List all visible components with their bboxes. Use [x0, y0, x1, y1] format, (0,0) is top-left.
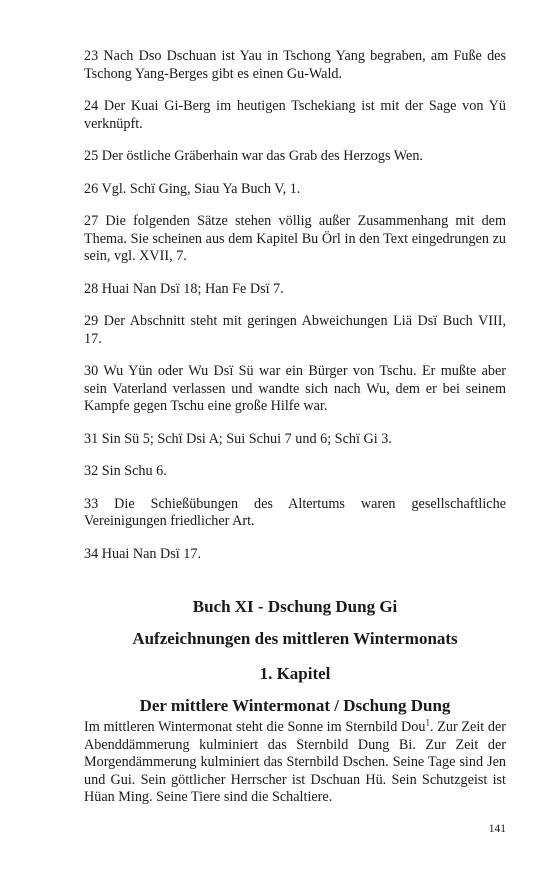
endnote-31: 31 Sin Sü 5; Schï Dsi A; Sui Schui 7 und 6; Schï Gi 3. — [84, 430, 392, 447]
endnote-28: 28 Huai Nan Dsï 18; Han Fe Dsï 7. — [84, 280, 284, 297]
page-number: 141 — [488, 823, 506, 835]
body-text-rest: . Zur Zeit der Abenddämmerung kulminiert das Sternbild Dung Bi. Zur Zeit der Morgendämmerung kulminiert das Sternbild Dschen. Seine Tage sind Jen und Gui. Sein göttlicher Herrscher ist Dschuan Hü. Sein Schutzgeist ist Hüan Ming. Seine Tiere sind die Schaltiere. — [84, 719, 506, 805]
footnote-reference: 1 — [425, 717, 430, 728]
endnote-33: 33 Die Schießübungen des Altertums waren gesellschaftliche Vereinigungen friedlicher Art. — [84, 495, 506, 529]
chapter-title: 1. Kapitel — [259, 664, 331, 683]
endnote-34: 34 Huai Nan Dsï 17. — [84, 545, 202, 562]
endnote-32: 32 Sin Schu 6. — [84, 463, 167, 479]
book-title: Buch XI - Dschung Dung Gi — [192, 597, 398, 616]
book-subtitle: Aufzeichnungen des mittleren Wintermonats — [132, 629, 458, 648]
endnote-26: 26 Vgl. Schï Ging, Siau Ya Buch V, 1. — [84, 180, 301, 197]
section-title: Der mittlere Wintermonat / Dschung Dung — [139, 696, 451, 715]
endnote-25: 25 Der östliche Gräberhain war das Grab des Herzogs Wen. — [84, 148, 423, 164]
endnotes-list — [84, 48, 506, 578]
endnote-27: 27 Die folgenden Sätze stehen völlig außer Zusammenhang mit dem Thema. Sie scheinen aus dem Kapitel Bu Örl in den Text eingedrungen zu sein, vgl. XVII, 7. — [84, 213, 506, 264]
body-text-start: Im mittleren Wintermonat steht die Sonne im Sternbild Dou — [84, 719, 426, 735]
endnote-24: 24 Der Kuai Gi-Berg im heutigen Tschekiang ist mit der Sage von Yü verknüpft. — [84, 98, 506, 132]
body-paragraph — [84, 719, 506, 807]
endnote-30: 30 Wu Yün oder Wu Dsï Sü war ein Bürger von Tschu. Er mußte aber sein Vaterland verlassen und wandte sich nach Wu, dem er bei seinem Kampfe gegen Tschu eine große Hilfe war. — [84, 363, 506, 414]
endnote-23: 23 Nach Dso Dschuan ist Yau in Tschong Yang begraben, am Fuße des Tschong Yang-Berges gibt es einen Gu-Wald. — [84, 48, 506, 82]
endnote-29: 29 Der Abschnitt steht mit geringen Abweichungen Liä Dsï Buch VIII, 17. — [84, 313, 506, 347]
